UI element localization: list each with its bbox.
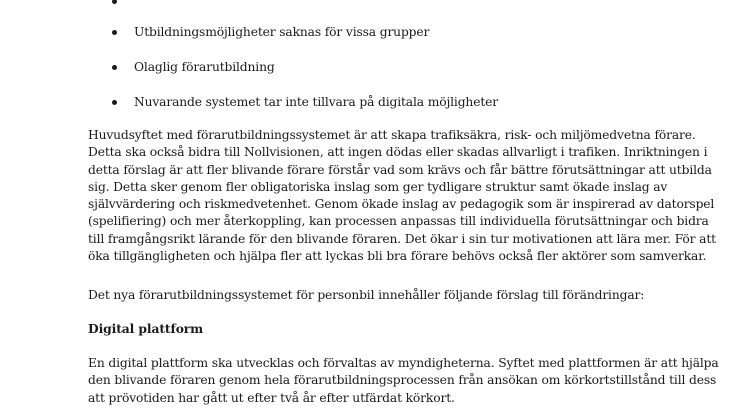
bullet-item-clipped	[112, 0, 134, 10]
bullet-item	[112, 23, 429, 41]
bullet-icon	[112, 65, 117, 70]
section-heading: Digital plattform	[88, 321, 204, 336]
bullet-item	[112, 58, 275, 76]
paragraph-line: att prövotiden har gått ut efter två år efter utfärdat körkort.	[88, 390, 455, 405]
paragraph-line: till framgångsrikt lärande för den blivande föraren. Det ökar i sin tur motivationen att lära mer. För att	[88, 231, 716, 246]
bullet-item	[112, 93, 498, 111]
paragraph-line: Det nya förarutbildningssystemet för personbil innehåller följande förslag till förändringar:	[88, 288, 645, 302]
paragraph-line: sig. Detta sker genom fler obligatoriska inslag som ger tydligare struktur samt ökade inslag av	[88, 179, 668, 194]
paragraph-intro-changes	[88, 287, 688, 304]
paragraph-line: den blivande föraren genom hela förarutbildningsprocessen från ansökan om körkortstillstånd till dess	[88, 373, 717, 388]
paragraph-line: självvärdering och riskmedvetenhet. Genom ökade inslag av pedagogik som är inspirerad av datorspel	[88, 197, 715, 212]
paragraph-line: Detta ska också bidra till Nollvisionen, att ingen dödas eller skadas allvarligt i trafiken. Inriktningen i	[88, 145, 708, 160]
bullet-icon	[112, 100, 117, 105]
paragraph-line: En digital plattform ska utvecklas och förvaltas av myndigheterna. Syftet med plattformen är att hjälpa	[88, 356, 719, 370]
paragraph-main-purpose	[88, 127, 716, 265]
bullet-text: Olaglig förarutbildning	[134, 60, 275, 74]
bullet-text: Utbildningsmöjligheter saknas för vissa grupper	[134, 25, 430, 39]
paragraph-line: Huvudsyftet med förarutbildningssystemet är att skapa trafiksäkra, risk- och miljömedvetna förare.	[88, 128, 696, 142]
paragraph-line: öka tillgängligheten och hjälpa fler att lyckas bli bra förare behövs också fler aktörer som samverkar.	[88, 249, 707, 264]
bullet-text: Nuvarande systemet tar inte tillvara på digitala möjligheter	[134, 95, 498, 109]
paragraph-line: (spelifiering) och mer återkoppling, kan processen anpassas till individuella förutsättningar och bidra	[88, 214, 709, 229]
bullet-icon	[112, 0, 117, 4]
bullet-icon	[112, 30, 117, 35]
paragraph-line: detta förslag är att fler blivande förare förstår vad som krävs och får bättre förutsättningar att utbilda	[88, 162, 712, 177]
paragraph-digital-platform	[88, 355, 719, 407]
